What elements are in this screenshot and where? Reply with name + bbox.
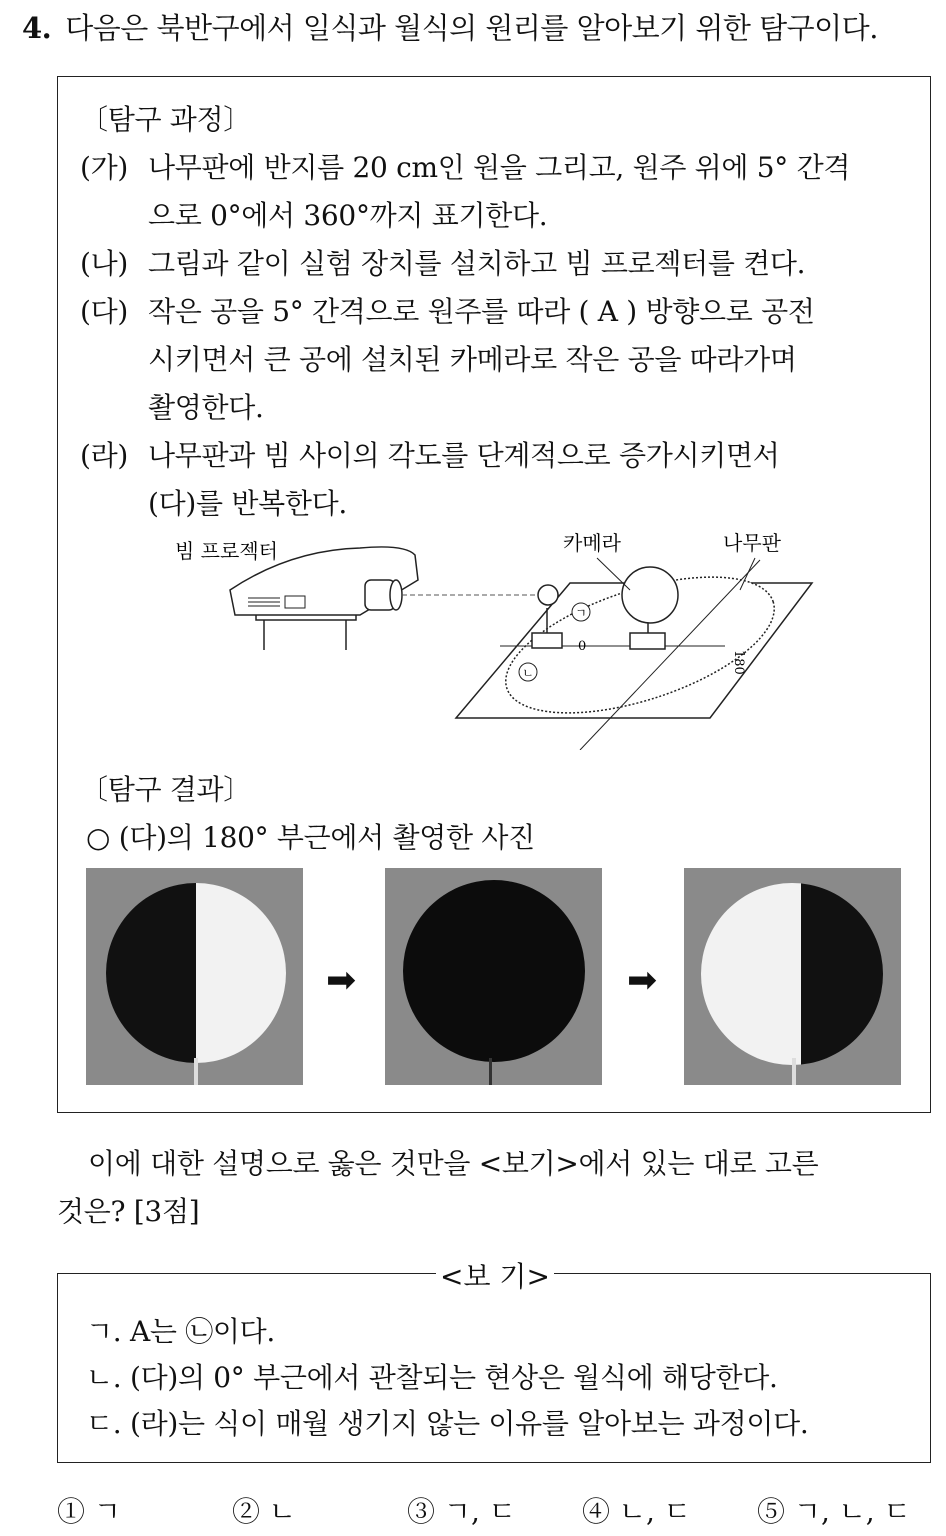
question-stem [22,6,878,47]
choice-5[interactable]: ⑤ ㄱ, ㄴ, ㄷ [757,1495,911,1528]
question-number: 4. [22,11,52,45]
bogi-item-2: ㄴ. (다)의 0° 부근에서 관찰되는 현상은 월식에 해당한다. [86,1361,778,1394]
photo-2 [385,868,602,1085]
wooden-board [456,549,812,750]
choice-3[interactable]: ③ ㄱ, ㄷ [407,1495,516,1528]
process-heading: 〔탐구 과정〕 [80,103,251,136]
bogi-title: <보 기> [436,1255,554,1295]
choice-1[interactable]: ① ㄱ [57,1495,121,1528]
prompt-line2: 것은? [3점] [57,1195,200,1228]
step-ra-line1: 나무판과 빔 사이의 각도를 단계적으로 증가시키면서 [148,439,780,472]
step-ga-line2: 으로 0°에서 360°까지 표기한다. [148,199,548,232]
step-ga-label: (가) [80,151,128,184]
mark-a: ㄱ [575,606,587,620]
step-ra-label: (라) [80,439,128,472]
bogi-item-3: ㄷ. (라)는 식이 매월 생기지 않는 이유를 알아보는 과정이다. [86,1407,809,1440]
prompt-line1: 이에 대한 설명으로 옳은 것만을 <보기>에서 있는 대로 고른 [88,1147,819,1180]
step-da-line3: 촬영한다. [148,391,264,424]
result-caption: ○ (다)의 180° 부근에서 촬영한 사진 [86,821,535,854]
projector-label: 빔 프로젝터 [175,539,278,563]
photo-3 [684,868,901,1085]
step-na-label: (나) [80,247,128,280]
result-heading: 〔탐구 결과〕 [80,773,251,806]
arrow-1: ➡ [326,960,357,1001]
degree-180-label: 180 [731,650,746,675]
step-da-line1: 작은 공을 5° 간격으로 원주를 따라 ( A ) 방향으로 공전 [148,295,815,328]
photo-1 [86,868,303,1085]
step-ga-line1: 나무판에 반지름 20 cm인 원을 그리고, 원주 위에 5° 간격 [148,151,851,184]
camera-label: 카메라 [563,531,621,555]
step-na-line1: 그림과 같이 실험 장치를 설치하고 빔 프로젝터를 켠다. [148,247,806,280]
choice-4[interactable]: ④ ㄴ, ㄷ [582,1495,691,1528]
step-ra-line2: (다)를 반복한다. [148,487,347,520]
bogi-item-1: ㄱ. A는 ㉡이다. [86,1315,276,1348]
step-da-line2: 시키면서 큰 공에 설치된 카메라로 작은 공을 따라가며 [148,343,797,376]
board-label: 나무판 [723,531,781,555]
choice-2[interactable]: ② ㄴ [232,1495,296,1528]
experiment-diagram [160,520,840,750]
degree-0-label: 0 [578,639,587,654]
arrow-2: ➡ [627,960,658,1001]
question-text: 다음은 북반구에서 일식과 월식의 원리를 알아보기 위한 탐구이다. [65,11,878,45]
step-da-label: (다) [80,295,128,328]
mark-b: ㄴ [522,666,534,680]
